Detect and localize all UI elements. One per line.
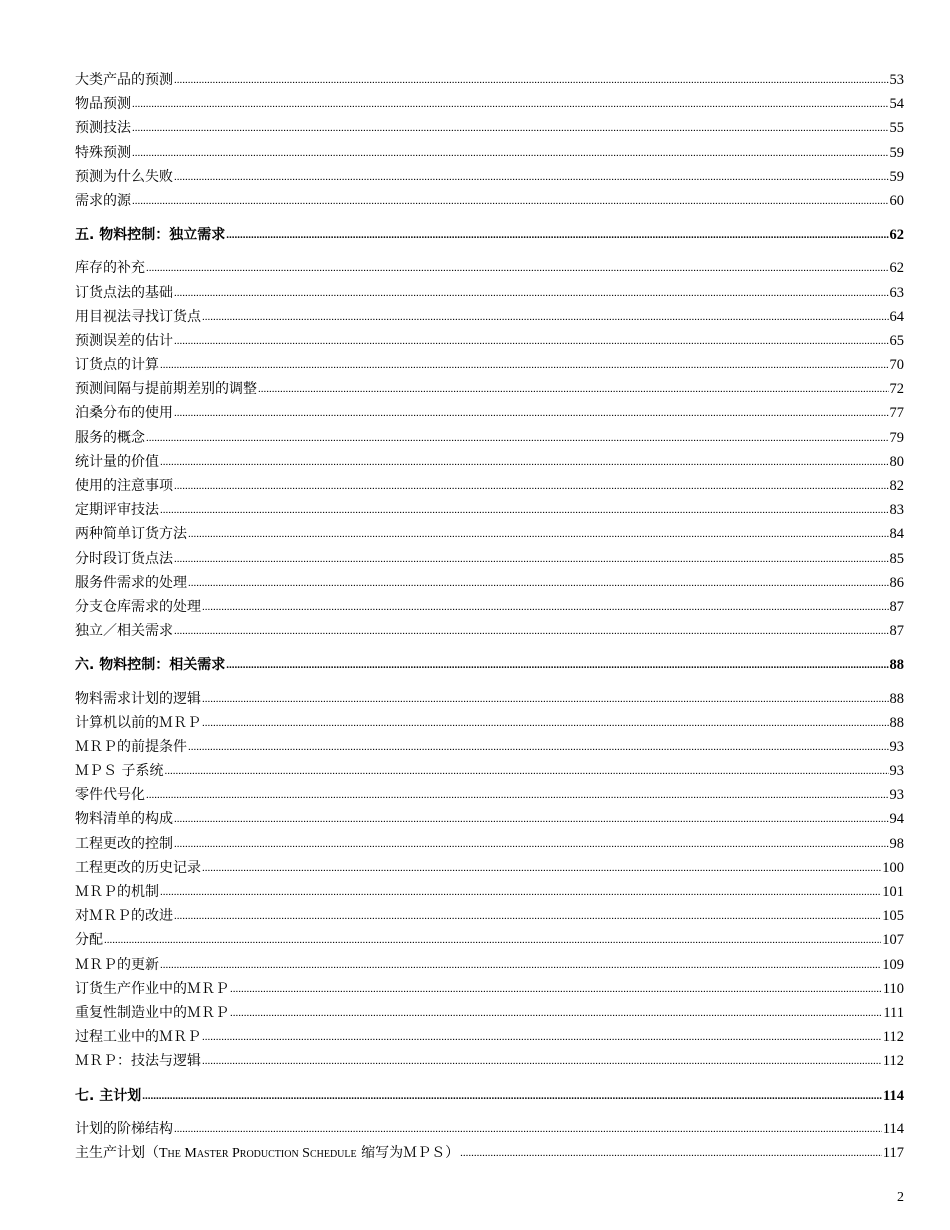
toc-chapter-entry[interactable] bbox=[75, 1084, 904, 1108]
toc-entry-page: 80 bbox=[889, 453, 904, 470]
toc-entry-page: 62 bbox=[889, 260, 904, 277]
toc-entry-title: 分时段订货点法 bbox=[75, 550, 173, 567]
toc-section-entry[interactable] bbox=[75, 329, 904, 353]
toc-section-entry[interactable] bbox=[75, 116, 904, 140]
toc-entry-page: 83 bbox=[889, 502, 904, 519]
toc-entry-title: 计划的阶梯结构 bbox=[75, 1120, 173, 1137]
dot-leader bbox=[146, 426, 889, 450]
dot-leader bbox=[174, 474, 889, 498]
toc-entry-title: 独立／相关需求 bbox=[75, 623, 173, 640]
dot-leader bbox=[230, 1001, 882, 1025]
toc-section-entry[interactable] bbox=[75, 687, 904, 711]
toc-entry-page: 72 bbox=[889, 381, 904, 398]
dot-leader bbox=[188, 735, 889, 759]
toc-section-entry[interactable] bbox=[75, 141, 904, 165]
toc-entry-title: 工程更改的控制 bbox=[75, 835, 173, 852]
toc-entry-title: 定期评审技法 bbox=[75, 502, 159, 519]
dot-leader bbox=[174, 807, 889, 831]
toc-entry-title: 服务的概念 bbox=[75, 429, 145, 446]
toc-section-entry[interactable] bbox=[75, 165, 904, 189]
toc-entry-page: 82 bbox=[889, 478, 904, 494]
toc-entry-title: 泊桑分布的使用 bbox=[75, 405, 173, 422]
toc-entry-page: 55 bbox=[889, 120, 904, 137]
toc-entry-title: 需求的源 bbox=[75, 192, 131, 209]
toc-entry-title: 对ＭＲＰ的改进 bbox=[75, 908, 173, 925]
dot-leader bbox=[226, 653, 888, 677]
page-number: 2 bbox=[897, 1190, 904, 1205]
toc-entry-page: 98 bbox=[889, 835, 904, 852]
dot-leader bbox=[202, 1025, 882, 1049]
toc-entry-title: 五. 物料控制：独立需求 bbox=[75, 227, 226, 244]
toc-chapter-entry[interactable] bbox=[75, 653, 904, 677]
dot-leader bbox=[202, 595, 889, 619]
toc-section-entry[interactable] bbox=[75, 953, 904, 977]
toc-entry-title: 特殊预测 bbox=[75, 144, 131, 161]
toc-section-entry[interactable] bbox=[75, 1001, 904, 1025]
toc-section-entry[interactable] bbox=[75, 807, 904, 831]
toc-entry-title: 重复性制造业中的ＭＲＰ bbox=[75, 1004, 229, 1021]
toc-section-entry[interactable] bbox=[75, 281, 904, 305]
dot-leader bbox=[174, 904, 881, 928]
toc-entry-page: 63 bbox=[889, 284, 904, 301]
toc-section-entry[interactable] bbox=[75, 1049, 904, 1073]
dot-leader bbox=[164, 759, 888, 783]
dot-leader bbox=[174, 329, 889, 353]
toc-entry-page: 70 bbox=[889, 357, 904, 374]
toc-entry-title: 大类产品的预测 bbox=[75, 72, 173, 88]
toc-entry-page: 79 bbox=[889, 429, 904, 446]
toc-entry-title: 库存的补充 bbox=[75, 260, 145, 277]
toc-section-entry[interactable] bbox=[75, 92, 904, 116]
toc-entry-page: 59 bbox=[889, 168, 904, 185]
toc-entry-page: 85 bbox=[889, 550, 904, 567]
toc-entry-page: 60 bbox=[889, 192, 904, 209]
dot-leader bbox=[202, 305, 889, 329]
toc-entry-title: 预测间隔与提前期差别的调整 bbox=[75, 381, 257, 398]
small-caps-phrase: The Master Production Schedule bbox=[159, 1145, 357, 1161]
toc-section-entry[interactable] bbox=[75, 547, 904, 571]
toc-entry-page: 88 bbox=[889, 690, 904, 707]
toc-entry-page: 84 bbox=[889, 526, 904, 543]
toc-entry-title: 服务件需求的处理 bbox=[75, 574, 187, 591]
dot-leader bbox=[174, 547, 889, 571]
dot-leader bbox=[174, 281, 889, 305]
dot-leader bbox=[202, 856, 881, 880]
toc-entry-page: 107 bbox=[882, 932, 904, 949]
toc-entry-title: 订货点法的基础 bbox=[75, 284, 173, 301]
toc-entry-page: 54 bbox=[889, 96, 904, 113]
dot-leader bbox=[132, 141, 889, 165]
dot-leader bbox=[160, 498, 889, 522]
toc-entry-title: 计算机以前的ＭＲＰ bbox=[75, 714, 201, 731]
toc-entry-page: 101 bbox=[882, 884, 904, 900]
toc-entry-title: 订货点的计算 bbox=[75, 357, 159, 374]
toc-entry-page: 87 bbox=[889, 623, 904, 640]
toc-section-entry[interactable] bbox=[75, 832, 904, 856]
dot-leader bbox=[104, 928, 881, 952]
dot-leader bbox=[146, 783, 889, 807]
dot-leader bbox=[226, 223, 888, 247]
toc-section-entry[interactable] bbox=[75, 759, 904, 783]
toc-entry-page: 77 bbox=[889, 405, 904, 422]
dot-leader bbox=[174, 619, 889, 643]
toc-entry-page: 62 bbox=[889, 227, 904, 244]
toc-section-entry[interactable] bbox=[75, 595, 904, 619]
toc-section-entry[interactable] bbox=[75, 619, 904, 643]
dot-leader bbox=[174, 68, 889, 92]
toc-entry-page: 59 bbox=[889, 144, 904, 161]
toc-entry-title: ＭＲＰ的更新 bbox=[75, 956, 159, 973]
toc-section-entry[interactable] bbox=[75, 68, 904, 92]
toc-section-entry[interactable] bbox=[75, 305, 904, 329]
toc-section-entry[interactable] bbox=[75, 880, 904, 904]
dot-leader bbox=[202, 711, 889, 735]
toc-entry-page: 114 bbox=[882, 1120, 904, 1137]
toc-chapter-entry[interactable] bbox=[75, 223, 904, 247]
toc-entry-title: 七. 主计划 bbox=[75, 1087, 142, 1104]
dot-leader bbox=[174, 165, 889, 189]
toc-entry-page: 111 bbox=[883, 1004, 904, 1021]
toc-entry-title: 物品预测 bbox=[75, 96, 131, 113]
toc-section-entry[interactable] bbox=[75, 353, 904, 377]
toc-section-entry[interactable] bbox=[75, 711, 904, 735]
toc-entry-page: 93 bbox=[889, 787, 904, 804]
toc-entry-title: 两种简单订货方法 bbox=[75, 526, 187, 543]
toc-entry-title: 预测为什么失败 bbox=[75, 168, 173, 185]
toc-section-entry[interactable] bbox=[75, 856, 904, 880]
toc-entry-page: 100 bbox=[882, 859, 904, 876]
toc-section-entry[interactable] bbox=[75, 450, 904, 474]
toc-section-entry[interactable] bbox=[75, 735, 904, 759]
dot-leader bbox=[160, 880, 881, 904]
dot-leader bbox=[460, 1141, 882, 1165]
toc-section-entry[interactable] bbox=[75, 522, 904, 546]
toc-entry-title: ＭＲＰ：技法与逻辑 bbox=[75, 1053, 201, 1070]
toc-entry-page: 105 bbox=[882, 908, 904, 925]
dot-leader bbox=[160, 353, 889, 377]
dot-leader bbox=[230, 977, 882, 1001]
dot-leader bbox=[258, 377, 889, 401]
toc-entry-page: 93 bbox=[889, 763, 904, 780]
toc-entry-page: 112 bbox=[882, 1053, 904, 1070]
dot-leader bbox=[174, 832, 889, 856]
table-of-contents bbox=[75, 68, 904, 1165]
dot-leader bbox=[202, 687, 889, 711]
toc-entry-title: 物料清单的构成 bbox=[75, 811, 173, 828]
dot-leader bbox=[160, 450, 889, 474]
toc-entry-page: 64 bbox=[889, 308, 904, 325]
dot-leader bbox=[146, 256, 889, 280]
toc-entry-title: 统计量的价值 bbox=[75, 453, 159, 470]
toc-entry-page: 87 bbox=[889, 598, 904, 615]
toc-entry-page: 65 bbox=[889, 332, 904, 349]
toc-entry-page: 109 bbox=[882, 956, 904, 973]
dot-leader bbox=[174, 401, 889, 425]
dot-leader bbox=[174, 1117, 882, 1141]
toc-entry-page: 88 bbox=[889, 657, 904, 674]
toc-entry-title: 预测误差的估计 bbox=[75, 332, 173, 349]
toc-section-entry[interactable] bbox=[75, 571, 904, 595]
toc-entry-title: 预测技法 bbox=[75, 120, 131, 137]
toc-entry-page: 114 bbox=[883, 1087, 904, 1104]
toc-entry-page: 86 bbox=[889, 574, 904, 591]
toc-section-entry[interactable] bbox=[75, 977, 904, 1001]
toc-entry-title: 六. 物料控制：相关需求 bbox=[75, 657, 226, 674]
toc-entry-page: 117 bbox=[882, 1144, 904, 1161]
dot-leader bbox=[202, 1049, 882, 1073]
toc-entry-title: 使用的注意事项 bbox=[75, 478, 173, 494]
toc-section-entry[interactable] bbox=[75, 401, 904, 425]
toc-section-entry[interactable] bbox=[75, 377, 904, 401]
toc-entry-page: 93 bbox=[889, 738, 904, 755]
toc-entry-page: 94 bbox=[889, 811, 904, 828]
toc-section-entry[interactable] bbox=[75, 904, 904, 928]
toc-entry-title: 物料需求计划的逻辑 bbox=[75, 690, 201, 707]
toc-entry-page: 112 bbox=[882, 1029, 904, 1046]
toc-entry-title: 分支仓库需求的处理 bbox=[75, 598, 201, 615]
dot-leader bbox=[188, 571, 889, 595]
dot-leader bbox=[142, 1084, 882, 1108]
toc-entry-page: 110 bbox=[882, 980, 904, 997]
dot-leader bbox=[188, 522, 889, 546]
dot-leader bbox=[132, 92, 889, 116]
toc-entry-title: 零件代号化 bbox=[75, 787, 145, 804]
toc-section-entry[interactable] bbox=[75, 474, 904, 498]
dot-leader bbox=[160, 953, 881, 977]
toc-entry-title: 订货生产作业中的ＭＲＰ bbox=[75, 980, 229, 997]
toc-section-entry[interactable] bbox=[75, 1025, 904, 1049]
toc-entry-title: 主生产计划（The Master Production Schedule 缩写为ＭＰＳ） bbox=[75, 1144, 460, 1161]
toc-entry-title: ＭＲＰ的前提条件 bbox=[75, 738, 187, 755]
dot-leader bbox=[132, 189, 889, 213]
toc-section-entry[interactable] bbox=[75, 928, 904, 952]
toc-section-entry[interactable] bbox=[75, 783, 904, 807]
toc-entry-title: 工程更改的历史记录 bbox=[75, 859, 201, 876]
toc-entry-title: 过程工业中的ＭＲＰ bbox=[75, 1029, 201, 1046]
toc-section-entry[interactable] bbox=[75, 426, 904, 450]
toc-section-entry[interactable] bbox=[75, 256, 904, 280]
toc-section-entry[interactable] bbox=[75, 189, 904, 213]
toc-entry-title: 用目视法寻找订货点 bbox=[75, 308, 201, 325]
toc-entry-page: 88 bbox=[889, 714, 904, 731]
toc-entry-title: ＭＲＰ的机制 bbox=[75, 884, 159, 900]
toc-entry-page: 53 bbox=[889, 72, 904, 88]
toc-section-entry[interactable] bbox=[75, 1117, 904, 1141]
toc-entry-title: 分配 bbox=[75, 932, 103, 949]
dot-leader bbox=[132, 116, 889, 140]
toc-section-entry[interactable] bbox=[75, 498, 904, 522]
toc-entry-title: ＭＰＳ 子系统 bbox=[75, 763, 164, 780]
toc-section-entry[interactable] bbox=[75, 1141, 904, 1165]
